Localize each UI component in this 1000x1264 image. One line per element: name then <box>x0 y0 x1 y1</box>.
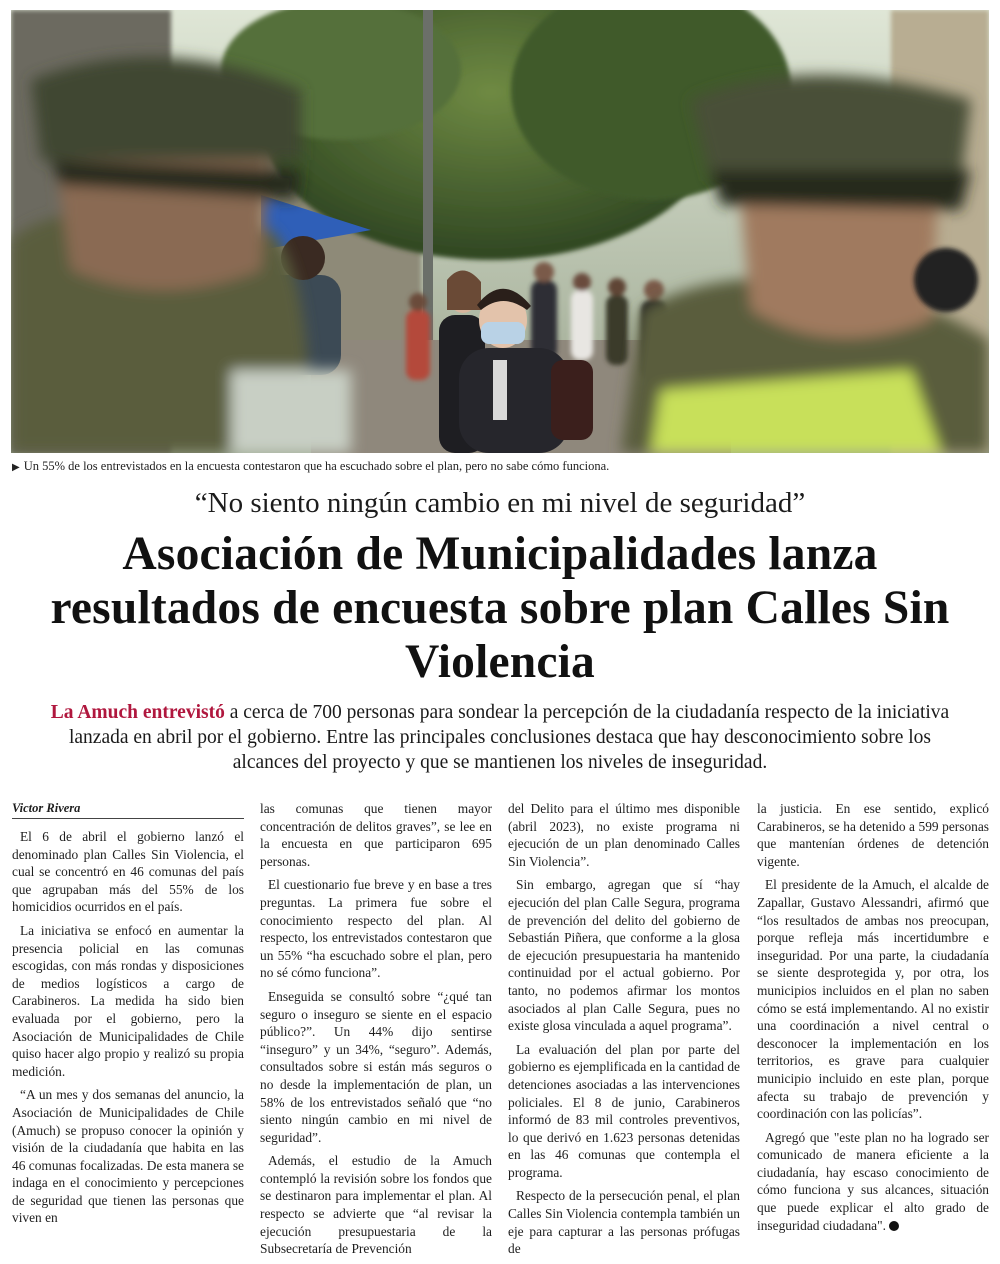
article-column-2 <box>260 800 492 1264</box>
paragraph: El cuestionario fue breve y en base a tres preguntas. La primera fue sobre el conocimiento respecto del plan. Al respecto, los entrevistados contestaron que un 55% “ha escuchado sobre el plan, pero no sé cómo funciona”. <box>260 877 492 981</box>
paragraph: El presidente de la Amuch, el alcalde de Zapallar, Gustavo Alessandri, afirmó que “los resultados de ambas nos preocupan, porque refleja más incertidumbre e inseguridad. Por una parte, la ciudadanía se siente desprotegida y, por otra, los municipios incluidos en el plan no saben cómo se está implementando. Al no existir una coordinación a nivel central o desconocer la implementación en los territorios, es grave para cualquier municipio incluido en este plan, porque afecta su trabajo de prevención y coordinación con las policías”. <box>757 877 989 1122</box>
paragraph: La iniciativa se enfocó en aumentar la presencia policial en las comunas escogidas, con más rondas y disposiciones de medios logísticos a cargo de Carabineros. La medida ha sido bien evaluada por el gobierno, pero la Asociación de Municipalidades de Chile quiso hacer algo propio y realizó su propia medición. <box>12 922 244 1079</box>
paragraph: El 6 de abril el gobierno lanzó el denominado plan Calles Sin Violencia, el cual se concentró en 46 comunas del país que agrupaban más del 55% de los homicidios ocurridos en el país. <box>12 829 244 915</box>
paragraph: “A un mes y dos semanas del anuncio, la Asociación de Municipalidades de Chile (Amuch) se propuso conocer la opinión y visión de la ciudadanía que habita en las 46 comunas focalizadas. De esta manera se indaga en el conocimiento y percepciones de seguridad que tienen las personas que viven en <box>12 1087 244 1226</box>
article-photo <box>11 10 989 453</box>
end-mark-icon <box>889 1221 899 1231</box>
lede <box>40 700 960 775</box>
paragraph-final <box>757 1129 989 1235</box>
paragraph: del Delito para el último mes disponible (abril 2023), no existe programa ni ejecución de un plan denominado Calles Sin Violencia”. <box>508 801 740 869</box>
paragraph: la justicia. En ese sentido, explicó Carabineros, se ha detenido a 599 personas que mantenían órdenes de detención vigente. <box>757 801 989 869</box>
kicker-quote: “No siento ningún cambio en mi nivel de seguridad” <box>194 487 806 519</box>
paragraph: Además, el estudio de la Amuch contempló la revisión sobre los fondos que se destinaron para implementar el plan. Al respecto se advierte que “al revisar la ejecución presupuestaria de la Subsecretaría de Prevención <box>260 1153 492 1257</box>
byline: Victor Rivera <box>12 800 244 819</box>
paragraph: las comunas que tienen mayor concentración de delitos graves”, se lee en la encuesta en que participaron 695 personas. <box>260 801 492 869</box>
paragraph: Respecto de la persecución penal, el plan Calles Sin Violencia contempla también un eje para capturar a las personas prófugas de <box>508 1188 740 1257</box>
final-paragraph-text: Agregó que "este plan no ha logrado ser comunicado de manera eficiente a la ciudadanía, hay escaso conocimiento de cómo funciona y sus alcances, situación que puede explicar el alto grado de inseguridad ciudadana". <box>757 1129 989 1233</box>
paragraph: La evaluación del plan por parte del gobierno es ejemplificada en la cantidad de detenciones asociadas a las intervenciones policiales. El 8 de junio, Carabineros informó de 83 mil controles preventivos, lo que derivó en 1.623 personas detenidas en las 46 comunas que contempla el programa. <box>508 1041 741 1180</box>
article-column-1 <box>12 800 244 1233</box>
street-scene-illustration <box>11 10 989 453</box>
paragraph: Sin embargo, agregan que sí “hay ejecución del plan Calle Segura, programa de prevención del delito del gobierno de Sebastián Piñera, que conforme a la glosa de ejecución presupuestaria ha mantenido continuidad por el actual gobierno. Por tanto, no podemos afirmar los montos asociados al plan Calle Segura, pues no existe glosa vinculada a aquel programa”. <box>508 877 740 1034</box>
paragraph: Enseguida se consultó sobre “¿qué tan seguro o inseguro se siente en el espacio público?”. Un 44% dijo sentirse “inseguro” y un 34%, “seguro”. Además, consultados sobre si están más seguros o no desde la implementación de plan, un 58% de los entrevistados señaló que “no siento ningún cambio en mi nivel de seguridad”. <box>260 988 492 1145</box>
lede-highlight: La Amuch entrevistó <box>50 702 225 723</box>
lede-text: a cerca de 700 personas para sondear la percepción de la ciudadanía respecto de la iniciativa lanzada en abril por el gobierno. Entre las principales conclusiones destaca que hay desconocimiento sobre los alcances del proyecto y que se mantienen los niveles de inseguridad. <box>68 702 950 773</box>
caption-text: Un 55% de los entrevistados en la encuesta contestaron que ha escuchado sobre el plan, pero no sabe cómo funciona. <box>23 459 610 473</box>
article-column-3 <box>508 800 740 1264</box>
caption-triangle-icon: ▶ <box>12 462 20 473</box>
headline: Asociación de Municipalidades lanza resultados de encuesta sobre plan Calles Sin Violencia <box>50 528 950 688</box>
article-column-4 <box>757 800 989 1240</box>
photo-caption <box>12 459 992 474</box>
